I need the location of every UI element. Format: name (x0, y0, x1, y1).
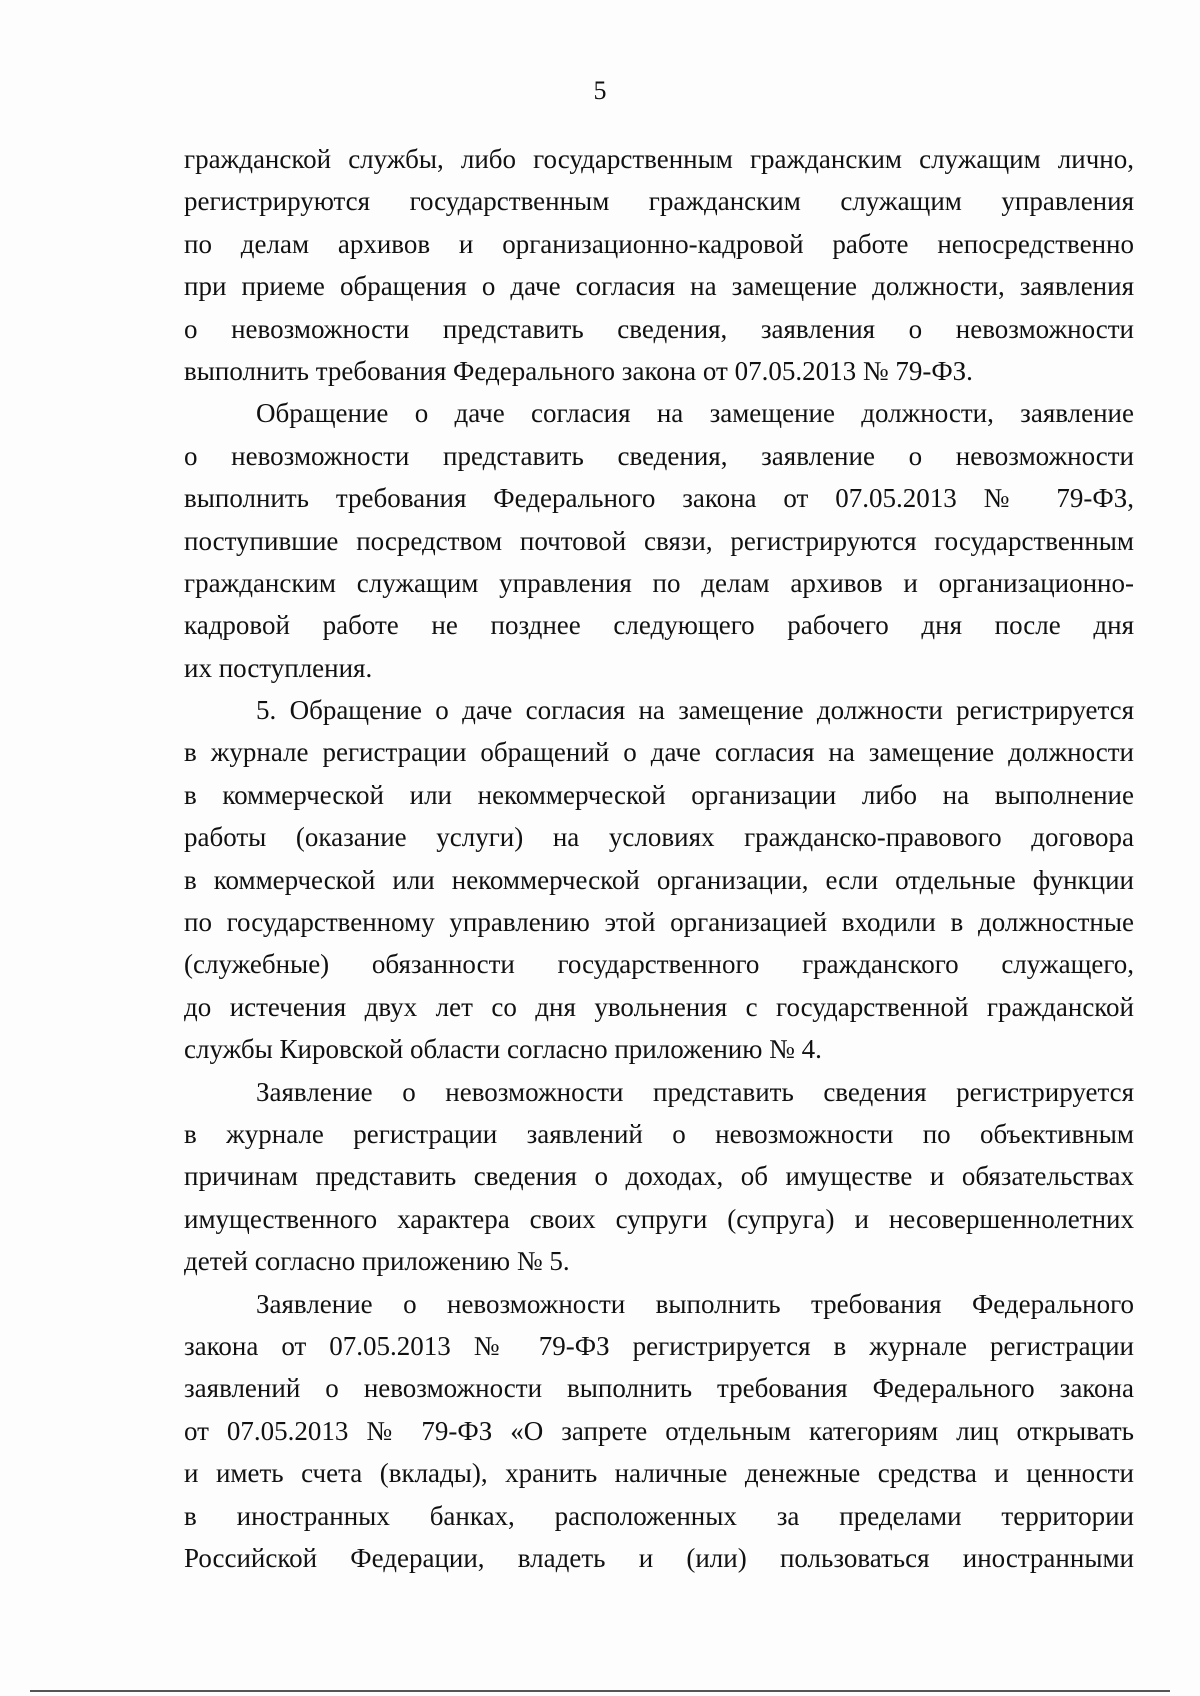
text-line: Заявление о невозможности представить сведения регистрируется (256, 1076, 1134, 1107)
text-line: в коммерческой или некоммерческой организации либо на выполнение (184, 779, 1134, 810)
text-line: выполнить требования Федерального закона от 07.05.2013 № 79-ФЗ, (184, 483, 1134, 514)
text-line: поступившие посредством почтовой связи, регистрируются государственным (184, 525, 1134, 556)
text-line: детей согласно приложению № 5. (184, 1246, 570, 1277)
text-line: 5. Обращение о даче согласия на замещение должности регистрируется (256, 695, 1134, 726)
text-line: по государственному управлению этой организацией входили в должностные (184, 907, 1134, 938)
text-line: закона от 07.05.2013 № 79-ФЗ регистрируется в журнале регистрации (184, 1330, 1134, 1361)
text-line: при приеме обращения о даче согласия на замещение должности, заявления (184, 271, 1134, 302)
text-line: и иметь счета (вклады), хранить наличные денежные средства и ценности (184, 1458, 1134, 1489)
text-line: заявлений о невозможности выполнить требования Федерального закона (184, 1373, 1134, 1404)
text-line: от 07.05.2013 № 79-ФЗ «О запрете отдельным категориям лиц открывать (184, 1415, 1134, 1446)
text-line: в коммерческой или некоммерческой организации, если отдельные функции (184, 864, 1134, 895)
text-line: имущественного характера своих супруги (супруга) и несовершеннолетних (184, 1203, 1134, 1234)
text-line: кадровой работе не позднее следующего рабочего дня после дня (184, 610, 1134, 641)
text-line: в иностранных банках, расположенных за пределами территории (184, 1500, 1134, 1531)
text-line: Обращение о даче согласия на замещение должности, заявление (256, 398, 1134, 429)
text-line: (служебные) обязанности государственного гражданского служащего, (184, 949, 1134, 980)
document-body (184, 138, 1134, 1579)
text-line: регистрируются государственным гражданским служащим управления (184, 186, 1134, 217)
page-number: 5 (593, 76, 607, 105)
text-line: в журнале регистрации обращений о даче согласия на замещение должности (184, 737, 1134, 768)
text-line: выполнить требования Федерального закона от 07.05.2013 № 79-ФЗ. (184, 355, 973, 386)
text-line: гражданской службы, либо государственным гражданским служащим лично, (184, 144, 1134, 174)
text-line: гражданским служащим управления по делам архивов и организационно- (184, 567, 1134, 598)
text-line: по делам архивов и организационно-кадровой работе непосредственно (184, 228, 1134, 259)
text-line: причинам представить сведения о доходах, об имуществе и обязательствах (184, 1161, 1134, 1192)
text-line: их поступления. (184, 652, 373, 683)
text-line: в журнале регистрации заявлений о невозможности по объективным (184, 1118, 1134, 1149)
text-line: о невозможности представить сведения, заявления о невозможности (184, 313, 1134, 344)
text-line: работы (оказание услуги) на условиях гражданско-правового договора (184, 822, 1134, 853)
text-line: до истечения двух лет со дня увольнения с государственной гражданской (184, 991, 1134, 1022)
text-line: Заявление о невозможности выполнить требования Федерального (256, 1288, 1134, 1319)
bottom-divider (30, 1690, 1170, 1692)
text-line: о невозможности представить сведения, заявление о невозможности (184, 440, 1134, 471)
text-line: службы Кировской области согласно приложению № 4. (184, 1034, 822, 1065)
text-line: Российской Федерации, владеть и (или) пользоваться иностранными (184, 1542, 1134, 1573)
